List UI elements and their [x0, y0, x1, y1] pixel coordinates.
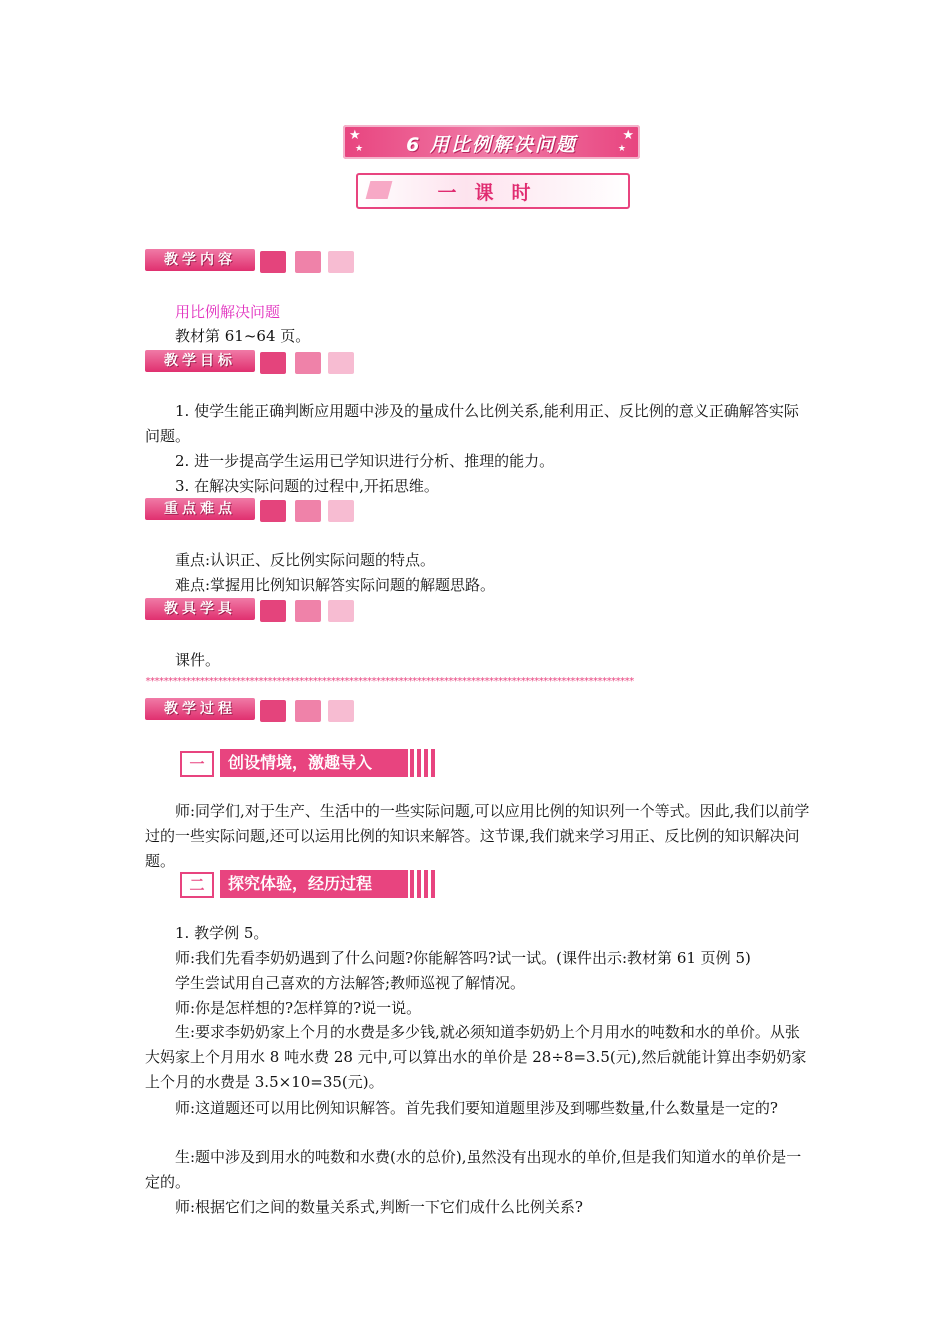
- deco-square: [328, 700, 354, 722]
- goal-item: 3. 在解决实际问题的过程中,开拓思维。: [175, 477, 439, 495]
- section-label: 教学过程: [145, 698, 255, 720]
- step-number: 一: [180, 751, 214, 777]
- star-icon: ★: [622, 128, 634, 143]
- deco-square: [295, 352, 321, 374]
- page-title: [343, 130, 640, 157]
- section-label: 教学目标: [145, 350, 255, 372]
- star-icon: ★: [355, 144, 364, 154]
- deco-square: [295, 600, 321, 622]
- deco-square: [260, 251, 286, 273]
- deco-square: [328, 500, 354, 522]
- deco-square: [328, 352, 354, 374]
- deco-square: [260, 500, 286, 522]
- deco-square: [295, 500, 321, 522]
- content-topic: 用比例解决问题: [175, 303, 281, 321]
- deco-square: [295, 251, 321, 273]
- step-title: 探究体验，经历过程: [220, 870, 408, 898]
- deco-square: [260, 600, 286, 622]
- step2-line: 师:这道题还可以用比例知识解答。首先我们要知道题里涉及到哪些数量,什么数量是一定的?: [175, 1099, 778, 1117]
- section-label: 教具学具: [145, 598, 255, 620]
- step-number: 二: [180, 872, 214, 898]
- title-text: 用比例解决问题: [429, 134, 577, 156]
- step-title: 创设情境，激趣导入: [220, 749, 408, 777]
- lesson-label: 一课时: [437, 182, 549, 204]
- content-pages: 教材第 61~64 页。: [175, 327, 311, 345]
- stripe-decoration: [410, 749, 438, 777]
- tools-text: 课件。: [175, 651, 221, 669]
- step2-line: 师:你是怎样想的?怎样算的?说一说。: [175, 999, 422, 1017]
- section-label: 重点难点: [145, 498, 255, 520]
- deco-square: [328, 251, 354, 273]
- lesson-banner: [356, 173, 630, 209]
- star-divider: ************************************************************************************************************: [145, 676, 634, 687]
- goal-item: 2. 进一步提高学生运用已学知识进行分析、推理的能力。: [175, 452, 555, 470]
- step2-line: 师:根据它们之间的数量关系式,判断一下它们成什么比例关系?: [175, 1198, 583, 1216]
- stripe-decoration: [410, 870, 438, 898]
- step2-line: 学生尝试用自己喜欢的方法解答;教师巡视了解情况。: [175, 974, 526, 992]
- goal-item: 1. 使学生能正确判断应用题中涉及的量成什么比例关系,能利用正、反比例的意义正确解答实际问题。: [145, 402, 799, 445]
- section-label: 教学内容: [145, 249, 255, 271]
- deco-square: [260, 700, 286, 722]
- deco-square: [295, 700, 321, 722]
- step2-line: 师:我们先看李奶奶遇到了什么问题?你能解答吗?试一试。(课件出示:教材第 61 页例 5): [175, 949, 751, 967]
- title-banner: [343, 125, 640, 159]
- difficulty-point: 难点:掌握用比例知识解答实际问题的解题思路。: [175, 576, 496, 594]
- title-number: 6: [406, 134, 422, 156]
- star-icon: ★: [617, 144, 626, 154]
- step2-line: 生:要求李奶奶家上个月的水费是多少钱,就必须知道李奶奶上个月用水的吨数和水的单价。从张大妈家上个月用水 8 吨水费 28 元中,可以算出水的单价是 28÷8=3.5(元),然后就能计算出李奶奶家上个月的水费是 3.5×10=35(元)。: [145, 1023, 807, 1091]
- step2-line: 1. 教学例 5。: [175, 924, 269, 942]
- deco-square: [328, 600, 354, 622]
- key-point: 重点:认识正、反比例实际问题的特点。: [175, 551, 436, 569]
- step1-paragraph: 师:同学们,对于生产、生活中的一些实际问题,可以应用比例的知识列一个等式。因此,我们以前学过的一些实际问题,还可以运用比例的知识来解答。这节课,我们就来学习用正、反比例的知识解决问题。: [145, 802, 810, 870]
- deco-square: [260, 352, 286, 374]
- star-icon: ★: [349, 128, 361, 143]
- step2-line: 生:题中涉及到用水的吨数和水费(水的总价),虽然没有出现水的单价,但是我们知道水的单价是一定的。: [145, 1148, 802, 1191]
